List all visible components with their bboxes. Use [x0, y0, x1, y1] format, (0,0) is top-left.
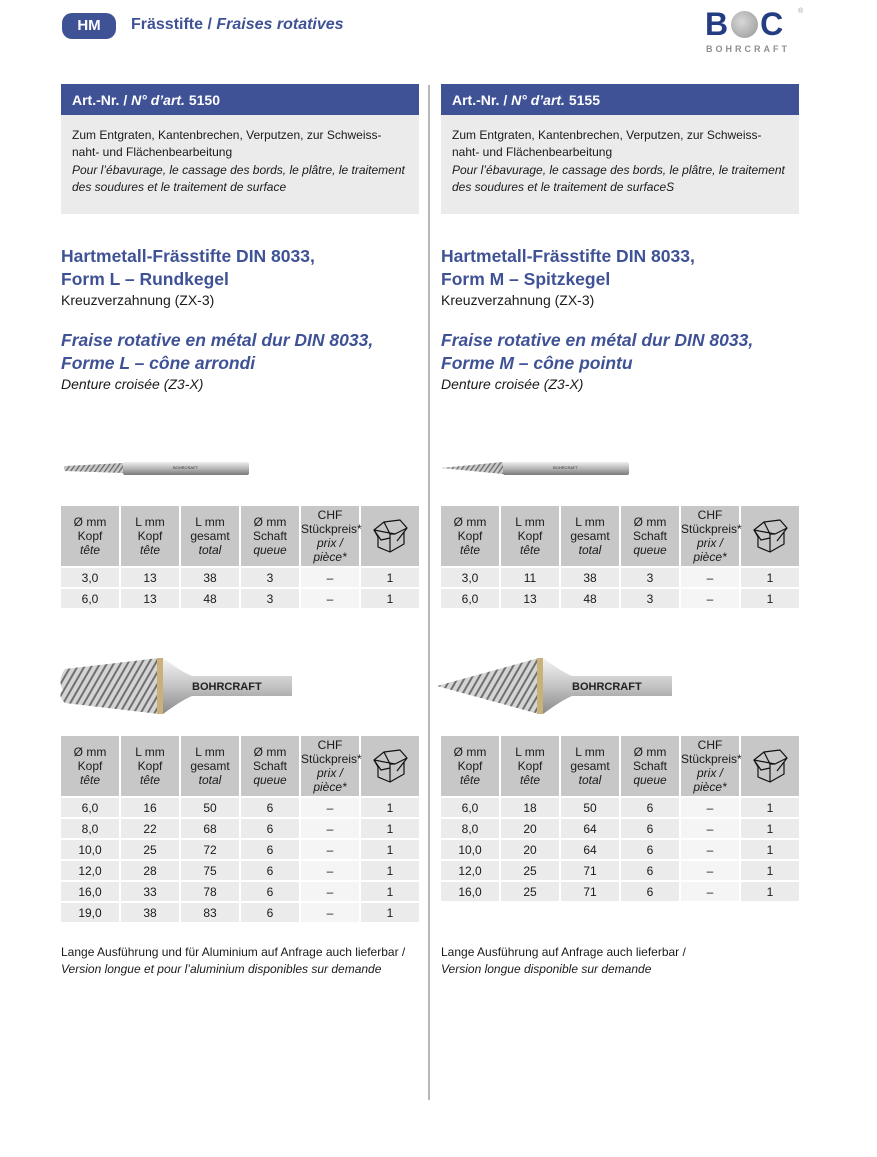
usage-description-de: Zum Entgraten, Kantenbrechen, Verputzen, zur Schweiss-naht- und Flächenbearbeitung	[452, 128, 762, 159]
logo-letter-c: C	[760, 6, 785, 42]
header-cell	[441, 736, 499, 796]
header-cell	[181, 736, 239, 796]
product-title-de	[61, 245, 419, 291]
table-row	[441, 568, 799, 587]
table-cell: 1	[361, 568, 419, 587]
table-cell: 83	[181, 903, 239, 922]
header-line-fr: prix / pièce*	[693, 766, 727, 794]
header-line-fr: tête	[79, 773, 100, 787]
product-title-fr-line: Fraise rotative en métal dur DIN 8033,	[61, 330, 374, 350]
toothing-fr: Denture croisée (Z3-X)	[441, 376, 584, 392]
product-title-de-line: Hartmetall-Frässtifte DIN 8033,	[61, 246, 315, 266]
table-cell: 6	[621, 861, 679, 880]
tool-brand-label: BOHRCRAFT	[192, 681, 262, 693]
table-cell: 19,0	[61, 903, 119, 922]
header-cell	[181, 506, 239, 566]
table-cell: 6,0	[61, 798, 119, 817]
table-cell: 6,0	[61, 589, 119, 608]
table-cell: 1	[741, 589, 799, 608]
table-cell: 16,0	[441, 882, 499, 901]
usage-description-de: Zum Entgraten, Kantenbrechen, Verputzen, zur Schweiss-naht- und Flächenbearbeitung	[72, 128, 382, 159]
header-line: Kopf	[137, 759, 163, 773]
large-burr-image	[437, 652, 799, 722]
article-number: 5150	[188, 92, 220, 108]
header-line: CHF	[697, 508, 723, 522]
table-cell: 3	[241, 589, 299, 608]
table-cell: 11	[501, 568, 559, 587]
header-cell	[301, 506, 362, 566]
spec-table	[439, 504, 801, 610]
table-cell: 38	[121, 903, 179, 922]
table-cell: 6	[241, 819, 299, 838]
table-cell: 18	[501, 798, 559, 817]
table-cell: 25	[121, 840, 179, 859]
large-burr-image	[57, 652, 419, 722]
product-title-fr-line: Forme M – cône pointu	[441, 353, 633, 373]
column-divider	[428, 85, 430, 1100]
header-cell	[241, 736, 299, 796]
header-line: L mm	[195, 745, 225, 759]
header-cell-packaging	[741, 736, 799, 796]
header-cell	[621, 506, 679, 566]
table-row	[61, 903, 419, 922]
table-cell: 1	[741, 798, 799, 817]
table-row	[441, 819, 799, 838]
header-line: Stückpreis*	[301, 522, 362, 536]
header-line: Ø mm	[633, 745, 667, 759]
bohrcraft-logo	[705, 8, 805, 56]
table-cell: 25	[501, 861, 559, 880]
header-line: Schaft	[632, 759, 668, 773]
usage-description-fr: Pour l’ébavurage, le cassage des bords, le plâtre, le traitement des soudures et le traitement de surfaceS	[452, 163, 785, 194]
table-cell: –	[681, 882, 739, 901]
table-cell: 50	[181, 798, 239, 817]
table-cell: 8,0	[441, 819, 499, 838]
header-line-fr: tête	[459, 543, 480, 557]
table-row	[441, 589, 799, 608]
header-line: Ø mm	[253, 745, 287, 759]
table-cell: 71	[561, 861, 619, 880]
registered-mark: ®	[798, 8, 804, 15]
table-cell: 48	[181, 589, 239, 608]
table-row	[441, 798, 799, 817]
table-cell: 38	[561, 568, 619, 587]
title-separator: /	[203, 16, 217, 33]
header-cell-packaging	[361, 506, 419, 566]
header-line: Stückpreis*	[301, 752, 362, 766]
spec-table	[59, 504, 421, 610]
table-cell: 22	[121, 819, 179, 838]
table-cell: 3,0	[441, 568, 499, 587]
header-cell	[501, 736, 559, 796]
usage-description	[441, 115, 799, 214]
table-cell: –	[681, 861, 739, 880]
header-line: L mm	[135, 745, 165, 759]
table-cell: 1	[361, 589, 419, 608]
header-line: Ø mm	[633, 515, 667, 529]
table-cell: 13	[121, 568, 179, 587]
header-cell	[61, 736, 119, 796]
table-cell: 25	[501, 882, 559, 901]
table-cell: 28	[121, 861, 179, 880]
availability-note	[61, 944, 419, 978]
availability-note-de: Lange Ausführung und für Aluminium auf Anfrage auch lieferbar /	[61, 945, 406, 959]
header-line-fr: total	[198, 543, 222, 557]
table-cell: 1	[361, 819, 419, 838]
product-title-de-line: Form L – Rundkegel	[61, 269, 229, 289]
header-line: L mm	[575, 745, 605, 759]
header-line: L mm	[575, 515, 605, 529]
table-cell: 20	[501, 819, 559, 838]
table-cell: 78	[181, 882, 239, 901]
availability-note-fr: Version longue disponible sur demande	[441, 962, 652, 976]
header-line-fr: tête	[519, 773, 540, 787]
header-line: Kopf	[77, 529, 103, 543]
table-cell: 64	[561, 819, 619, 838]
header-line-fr: total	[578, 543, 602, 557]
header-line-fr: tête	[79, 543, 100, 557]
header-cell	[621, 736, 679, 796]
logo-globe-icon	[731, 11, 758, 38]
table-row	[61, 568, 419, 587]
availability-note	[441, 944, 799, 978]
product-column-5155	[441, 84, 799, 978]
svg-text:BOHRCRAFT: BOHRCRAFT	[553, 465, 578, 470]
table-cell: –	[301, 798, 359, 817]
header-line: Kopf	[517, 529, 543, 543]
header-cell	[681, 506, 742, 566]
table-cell: 68	[181, 819, 239, 838]
header-line-fr: queue	[253, 773, 287, 787]
category-badge: HM	[62, 13, 116, 39]
table-cell: 10,0	[441, 840, 499, 859]
table-cell: 6	[241, 861, 299, 880]
table-row	[441, 882, 799, 901]
header-line: Stückpreis*	[681, 522, 742, 536]
header-line-fr: tête	[139, 543, 160, 557]
table-cell: 72	[181, 840, 239, 859]
header-cell	[301, 736, 362, 796]
table-cell: 1	[741, 568, 799, 587]
page-title-de: Frässtifte	[131, 16, 204, 33]
article-number-bar	[441, 84, 799, 115]
table-header-row	[61, 506, 419, 566]
table-cell: 1	[361, 861, 419, 880]
table-cell: 3	[621, 589, 679, 608]
table-cell: 3	[241, 568, 299, 587]
header-line-fr: tête	[139, 773, 160, 787]
box-icon	[750, 746, 790, 784]
table-cell: 6	[241, 798, 299, 817]
header-line-fr: tête	[519, 543, 540, 557]
table-row	[61, 840, 419, 859]
header-line: Ø mm	[453, 745, 487, 759]
product-title-de-line: Hartmetall-Frässtifte DIN 8033,	[441, 246, 695, 266]
table-cell: 12,0	[441, 861, 499, 880]
table-cell: 10,0	[61, 840, 119, 859]
page-title	[131, 16, 344, 34]
header-line: gesamt	[190, 759, 230, 773]
table-cell: –	[301, 819, 359, 838]
header-line: Kopf	[77, 759, 103, 773]
header-line-fr: queue	[633, 773, 667, 787]
table-cell: –	[681, 568, 739, 587]
article-number: 5155	[568, 92, 600, 108]
box-icon	[370, 516, 410, 554]
svg-text:BOHRCRAFT: BOHRCRAFT	[173, 465, 198, 470]
toothing-fr: Denture croisée (Z3-X)	[61, 376, 204, 392]
table-cell: 75	[181, 861, 239, 880]
art-label-de: Art.-Nr. /	[452, 92, 512, 108]
usage-description-fr: Pour l’ébavurage, le cassage des bords, le plâtre, le traitement des soudures et le traitement de surface	[72, 163, 405, 194]
header-line-fr: total	[578, 773, 602, 787]
product-title-fr-line: Forme L – cône arrondi	[61, 353, 256, 373]
table-cell: 1	[741, 819, 799, 838]
header-line: Schaft	[252, 759, 288, 773]
table-cell: 12,0	[61, 861, 119, 880]
table-cell: –	[301, 589, 359, 608]
availability-note-fr: Version longue et pour l’aluminium disponibles sur demande	[61, 962, 382, 976]
table-cell: 33	[121, 882, 179, 901]
table-cell: –	[301, 840, 359, 859]
table-row	[61, 861, 419, 880]
availability-note-de: Lange Ausführung auf Anfrage auch lieferbar /	[441, 945, 686, 959]
header-cell	[121, 506, 179, 566]
art-label-fr: N° d’art.	[131, 92, 185, 108]
table-cell: 1	[361, 882, 419, 901]
table-cell: 64	[561, 840, 619, 859]
table-cell: 6	[241, 882, 299, 901]
table-cell: 1	[741, 882, 799, 901]
table-cell: 6	[621, 798, 679, 817]
product-title-fr-line: Fraise rotative en métal dur DIN 8033,	[441, 330, 754, 350]
table-cell: –	[301, 568, 359, 587]
table-row	[61, 819, 419, 838]
header-line: gesamt	[190, 529, 230, 543]
table-cell: 1	[361, 798, 419, 817]
header-cell	[441, 506, 499, 566]
header-cell	[561, 506, 619, 566]
table-cell: 6	[621, 819, 679, 838]
header-line: Kopf	[517, 759, 543, 773]
spec-table	[59, 734, 421, 924]
header-line: CHF	[317, 738, 343, 752]
table-cell: 6,0	[441, 589, 499, 608]
header-line: Kopf	[137, 529, 163, 543]
table-cell: 8,0	[61, 819, 119, 838]
header-line: L mm	[135, 515, 165, 529]
spec-table	[439, 734, 801, 903]
header-line: Stückpreis*	[681, 752, 742, 766]
header-line: Ø mm	[253, 515, 287, 529]
table-cell: –	[301, 903, 359, 922]
table-row	[61, 882, 419, 901]
small-burr-image	[441, 449, 799, 485]
header-line-fr: prix / pièce*	[313, 536, 347, 564]
header-cell	[501, 506, 559, 566]
usage-description	[61, 115, 419, 214]
table-header-row	[441, 736, 799, 796]
table-cell: 1	[741, 861, 799, 880]
table-cell: 1	[361, 840, 419, 859]
box-icon	[750, 516, 790, 554]
header-line-fr: total	[198, 773, 222, 787]
logo-letters	[705, 8, 784, 40]
table-row	[441, 840, 799, 859]
table-cell: –	[681, 798, 739, 817]
table-cell: –	[681, 819, 739, 838]
header-cell	[561, 736, 619, 796]
table-cell: 1	[741, 840, 799, 859]
table-cell: 38	[181, 568, 239, 587]
header-line: Kopf	[457, 529, 483, 543]
table-cell: 6,0	[441, 798, 499, 817]
table-cell: 3	[621, 568, 679, 587]
table-cell: 13	[501, 589, 559, 608]
table-cell: 16	[121, 798, 179, 817]
header-line: CHF	[317, 508, 343, 522]
header-line: Ø mm	[453, 515, 487, 529]
page-title-fr: Fraises rotatives	[216, 16, 344, 33]
table-row	[61, 798, 419, 817]
header-line: gesamt	[570, 529, 610, 543]
table-cell: 50	[561, 798, 619, 817]
table-header-row	[61, 736, 419, 796]
logo-wordmark: BOHRCRAFT	[706, 44, 790, 54]
header-cell	[241, 506, 299, 566]
header-line: Schaft	[252, 529, 288, 543]
product-title-de-line: Form M – Spitzkegel	[441, 269, 611, 289]
table-cell: 1	[361, 903, 419, 922]
table-cell: –	[301, 882, 359, 901]
header-cell	[681, 736, 742, 796]
table-cell: –	[681, 840, 739, 859]
table-cell: 16,0	[61, 882, 119, 901]
small-burr-image	[61, 449, 419, 485]
header-cell	[61, 506, 119, 566]
box-icon	[370, 746, 410, 784]
toothing-de: Kreuzverzahnung (ZX-3)	[61, 292, 215, 308]
article-number-bar	[61, 84, 419, 115]
header-line-fr: tête	[459, 773, 480, 787]
header-line-fr: queue	[633, 543, 667, 557]
header-cell-packaging	[361, 736, 419, 796]
table-row	[441, 861, 799, 880]
table-cell: 6	[621, 882, 679, 901]
header-cell	[121, 736, 179, 796]
table-cell: –	[301, 861, 359, 880]
table-cell: 3,0	[61, 568, 119, 587]
table-row	[61, 589, 419, 608]
table-cell: 6	[621, 840, 679, 859]
header-line: L mm	[195, 515, 225, 529]
header-line: L mm	[515, 515, 545, 529]
header-line: Kopf	[457, 759, 483, 773]
product-title-fr	[61, 329, 419, 375]
header-line: L mm	[515, 745, 545, 759]
tool-brand-label: BOHRCRAFT	[572, 681, 642, 693]
table-cell: 48	[561, 589, 619, 608]
header-line: Schaft	[632, 529, 668, 543]
header-line: Ø mm	[73, 515, 107, 529]
product-title-fr	[441, 329, 799, 375]
header-line: gesamt	[570, 759, 610, 773]
header-line-fr: prix / pièce*	[313, 766, 347, 794]
table-cell: 6	[241, 903, 299, 922]
header-cell-packaging	[741, 506, 799, 566]
art-label-fr: N° d’art.	[511, 92, 565, 108]
toothing-de: Kreuzverzahnung (ZX-3)	[441, 292, 595, 308]
art-label-de: Art.-Nr. /	[72, 92, 132, 108]
header-line-fr: queue	[253, 543, 287, 557]
header-line-fr: prix / pièce*	[693, 536, 727, 564]
product-column-5150	[61, 84, 419, 978]
table-cell: 6	[241, 840, 299, 859]
header-line: Ø mm	[73, 745, 107, 759]
product-title-de	[441, 245, 799, 291]
logo-letter-b: B	[705, 6, 730, 42]
table-cell: 71	[561, 882, 619, 901]
table-cell: 13	[121, 589, 179, 608]
table-cell: 20	[501, 840, 559, 859]
header-line: CHF	[697, 738, 723, 752]
table-cell: –	[681, 589, 739, 608]
table-header-row	[441, 506, 799, 566]
